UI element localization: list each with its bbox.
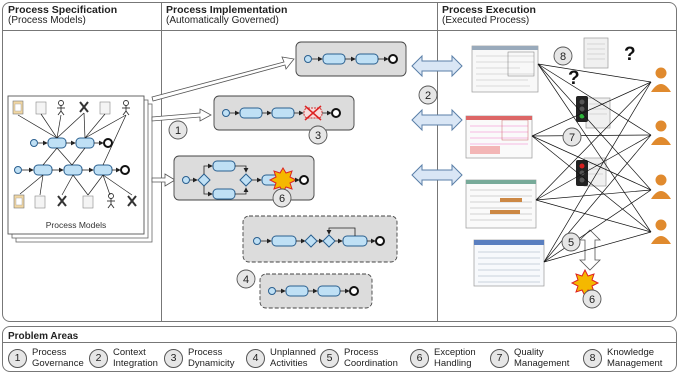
problem-area-label: Process Coordination xyxy=(344,347,398,369)
person-icon xyxy=(651,121,671,146)
document-icon xyxy=(83,196,93,208)
svg-text:6: 6 xyxy=(278,193,286,205)
process-models-stack xyxy=(8,96,152,242)
problem-area-item xyxy=(320,346,404,370)
column-title-implementation: Process Implementation xyxy=(166,4,288,16)
problem-area-item xyxy=(164,346,248,370)
problem-area-item xyxy=(410,346,494,370)
screenshot-icon xyxy=(466,180,536,228)
question-mark: ? xyxy=(568,68,580,89)
problem-area-number: 1 xyxy=(8,349,27,368)
person-icon xyxy=(651,175,671,200)
problem-area-item xyxy=(583,346,667,370)
problem-area-label: Process Dynamicity xyxy=(188,347,235,369)
column-title-execution: Process Execution xyxy=(442,4,536,16)
problem-area-item xyxy=(246,346,330,370)
marker-7 xyxy=(563,128,581,146)
svg-text:7: 7 xyxy=(568,132,576,144)
impl-process-3 xyxy=(174,156,314,200)
screenshot-icon xyxy=(474,240,544,286)
question-mark: ? xyxy=(624,44,636,65)
svg-text:8: 8 xyxy=(559,51,567,63)
screenshot-icon xyxy=(466,116,532,158)
problem-area-number: 7 xyxy=(490,349,509,368)
screenshot-icon xyxy=(472,46,538,92)
problem-area-number: 6 xyxy=(410,349,429,368)
person-icon xyxy=(651,68,671,93)
marker-8 xyxy=(554,47,572,65)
problem-area-label: Unplanned Activities xyxy=(270,347,316,369)
marker-1 xyxy=(169,121,187,139)
svg-text:1: 1 xyxy=(174,125,182,137)
document-icon xyxy=(13,101,23,114)
document-icon xyxy=(100,102,110,114)
impl-process-1 xyxy=(296,42,406,76)
document-icon xyxy=(35,196,45,208)
unplanned-process-2 xyxy=(260,274,372,308)
column-subtitle-execution: (Executed Process) xyxy=(442,15,530,26)
problem-area-item xyxy=(8,346,92,370)
svg-text:3: 3 xyxy=(314,130,322,142)
column-subtitle-specification: (Process Models) xyxy=(8,15,86,26)
error-star-icon xyxy=(270,168,296,192)
problem-area-number: 2 xyxy=(89,349,108,368)
svg-text:5: 5 xyxy=(567,237,575,249)
document-icon xyxy=(14,195,24,208)
marker-4 xyxy=(237,270,255,288)
document-icon xyxy=(584,38,608,68)
problem-area-label: Context Integration xyxy=(113,347,158,369)
problem-area-number: 3 xyxy=(164,349,183,368)
marker-6 xyxy=(583,290,601,308)
double-arrow-icon xyxy=(412,56,462,185)
person-icon xyxy=(651,220,671,245)
unplanned-process-1 xyxy=(243,216,397,262)
impl-process-2 xyxy=(214,96,354,130)
svg-text:2: 2 xyxy=(424,90,432,102)
marker-3 xyxy=(309,126,327,144)
svg-text:6: 6 xyxy=(588,294,596,306)
problem-areas-divider xyxy=(2,342,677,343)
column-title-specification: Process Specification xyxy=(8,4,118,16)
document-icon xyxy=(36,102,46,114)
marker-6 xyxy=(273,189,291,207)
svg-text:4: 4 xyxy=(242,274,250,286)
problem-area-label: Exception Handling xyxy=(434,347,476,369)
problem-area-item xyxy=(89,346,173,370)
problem-area-label: Process Governance xyxy=(32,347,84,369)
problem-area-item xyxy=(490,346,574,370)
problem-area-number: 4 xyxy=(246,349,265,368)
marker-5 xyxy=(562,233,580,251)
problem-areas-title: Problem Areas xyxy=(8,331,79,342)
column-subtitle-implementation: (Automatically Governed) xyxy=(166,15,279,26)
problem-area-number: 5 xyxy=(320,349,339,368)
problem-area-label: Knowledge Management xyxy=(607,347,663,369)
problem-area-number: 8 xyxy=(583,349,602,368)
process-models-label: Process Models xyxy=(45,220,107,230)
problem-area-label: Quality Management xyxy=(514,347,570,369)
marker-2 xyxy=(419,86,437,104)
